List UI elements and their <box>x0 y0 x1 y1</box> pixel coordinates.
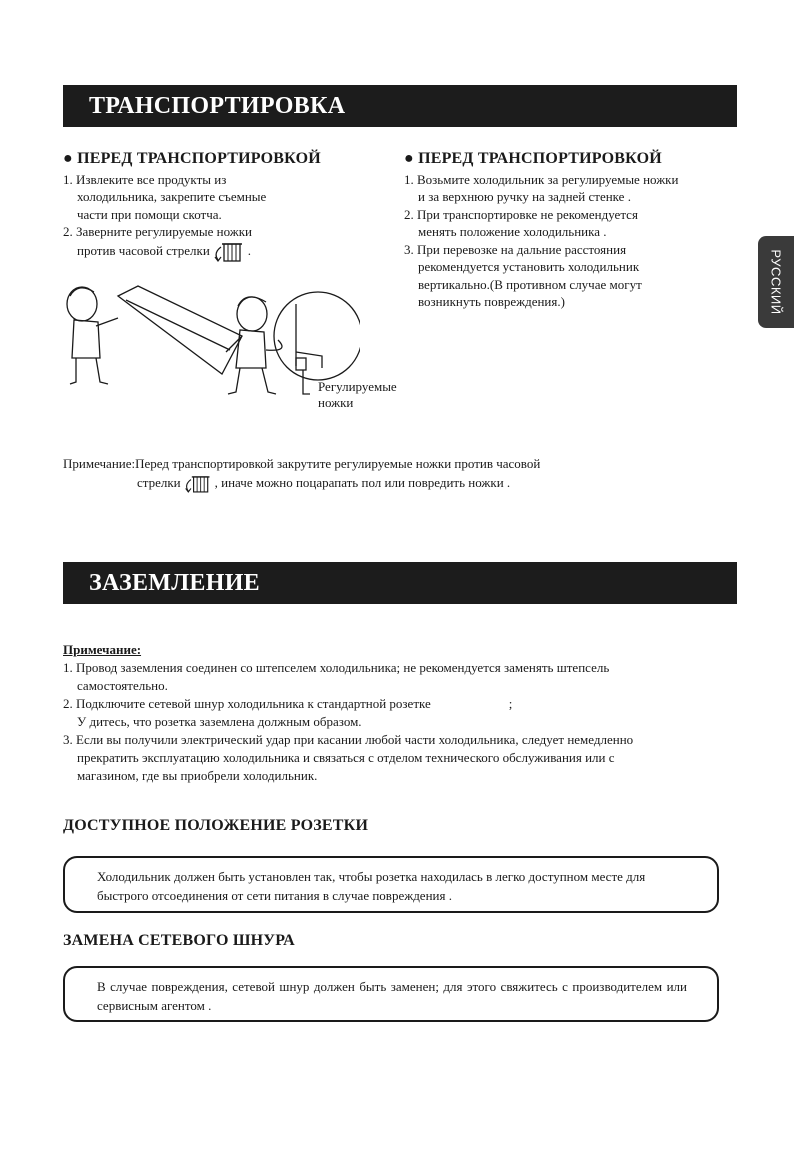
zoom-circle <box>274 292 360 380</box>
right-person-head <box>237 297 267 331</box>
left-person-hair <box>70 288 94 296</box>
transport-banner: ТРАНСПОРТИРОВКА <box>63 85 737 127</box>
transport-right-item-2: 2. При транспортировке не рекомендуется менять положение холодильника . <box>404 206 638 239</box>
grounding-item-2 <box>63 695 743 731</box>
socket-text: Холодильник должен быть установлен так, чтобы розетка находилась в легко доступном месте для быстрого отсоединения от сети питания в случае повреждения . <box>97 869 646 903</box>
grounding-item-2-a: 2. Подключите сетевой шнур холодильника к стандартной розетке <box>63 696 431 711</box>
left-person-body <box>72 320 100 358</box>
leader-line <box>303 370 310 394</box>
left-person-arm <box>96 318 118 326</box>
socket-heading: ДОСТУПНОЕ ПОЛОЖЕНИЕ РОЗЕТКИ <box>63 817 369 834</box>
cord-box <box>63 966 719 1022</box>
transport-note <box>63 454 540 494</box>
transport-note-line-2-a: стрелки <box>137 475 181 490</box>
cord-heading: ЗАМЕНА СЕТЕВОГО ШНУРА <box>63 932 295 949</box>
transport-left-item-2-text: 2. Заверните регулируемые ножки против часовой стрелки <box>63 224 253 258</box>
transport-left-item-2-end: . <box>247 242 252 258</box>
transport-right-item-1: 1. Возьмите холодильник за регулируемые ножки и за верхнюю ручку на задней стенке . <box>404 171 679 204</box>
transport-note-line-1: Примечание:Перед транспортировкой закрутите регулируемые ножки против часовой <box>63 456 541 471</box>
transport-left-item-2 <box>63 223 292 263</box>
twist-ccw-icon <box>212 241 246 263</box>
twist-ccw-icon <box>183 474 213 494</box>
grounding-item-2-c: У дитесь, что розетка заземлена должным образом. <box>77 714 362 729</box>
adjustable-legs-label: Регулируемые ножки <box>318 379 397 410</box>
grounding-item-1: 1. Провод заземления соединен со штепселем холодильника; не рекомендуется заменять штепсель самостоятельно. <box>63 660 610 693</box>
language-tab-label: РУССКИЙ <box>768 249 784 315</box>
transport-right-column <box>404 150 704 311</box>
right-person-arm <box>226 336 242 352</box>
transport-left-column <box>63 150 363 263</box>
fridge-body <box>118 286 242 374</box>
transport-left-heading: ● ПЕРЕД ТРАНСПОРТИРОВКОЙ <box>63 150 321 167</box>
carrying-fridge-illustration <box>60 278 360 418</box>
left-person-legs <box>70 358 108 384</box>
zoom-leg <box>296 358 306 370</box>
transport-left-item-1: 1. Извлеките все продукты из холодильника, закрепите съемные части при помощи скотча. <box>63 171 267 222</box>
socket-box <box>63 856 719 913</box>
fridge-door-line <box>126 300 230 350</box>
language-tab <box>758 236 794 328</box>
cord-text: В случае повреждения, сетевой шнур должен быть заменен; для этого свяжитесь с производителем или сервисным агентом . <box>97 979 687 1013</box>
transport-note-line-2 <box>63 473 540 494</box>
transport-note-line-2-b: , иначе можно поцарапать пол или повредить ножки . <box>214 475 511 490</box>
left-person-head <box>67 287 97 321</box>
grounding-item-3: 3. Если вы получили электрический удар при касании любой части холодильника, следует немедленно прекратить эксплуатацию холодильника и связаться с отделом технического обслуживания или с магазином, где вы приобрели холодильник. <box>63 732 634 783</box>
right-person-legs <box>228 368 276 394</box>
grounding-note-title: Примечание: <box>63 642 142 657</box>
grounding-item-2-b: ; <box>508 696 513 711</box>
transport-right-heading: ● ПЕРЕД ТРАНСПОРТИРОВКОЙ <box>404 150 662 167</box>
transport-right-item-3: 3. При перевозке на дальние расстояния рекомендуется установить холодильник вертикально.(В противном случае могут возникнуть повреждения.) <box>404 241 642 309</box>
grounding-notes <box>63 641 743 785</box>
grounding-banner: ЗАЗЕМЛЕНИЕ <box>63 562 737 604</box>
